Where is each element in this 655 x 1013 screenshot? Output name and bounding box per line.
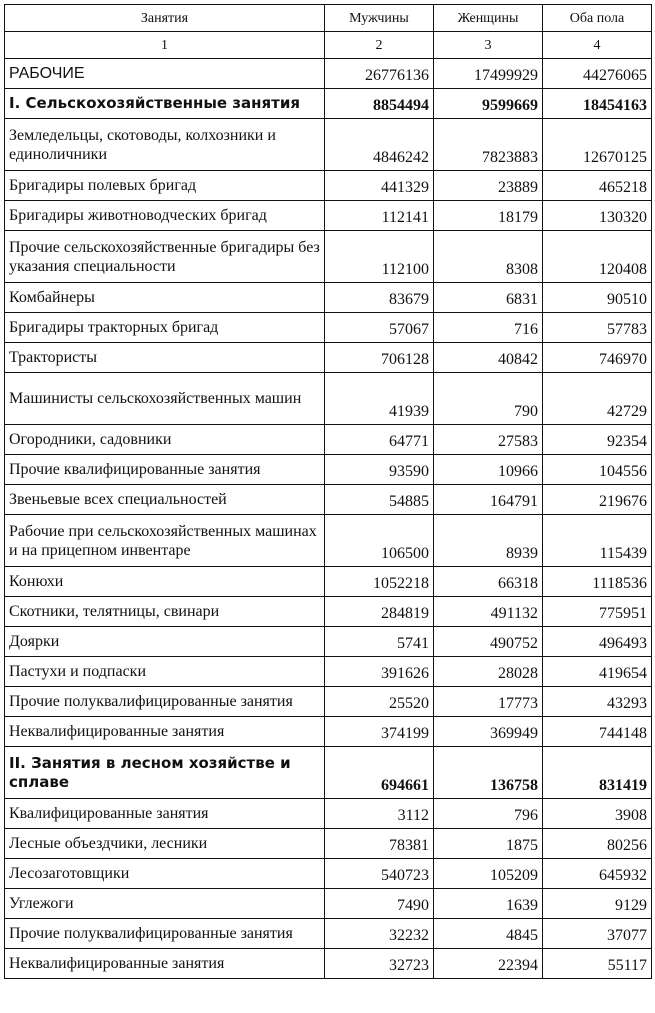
both-cell: 42729 bbox=[543, 373, 652, 425]
table-row bbox=[5, 485, 652, 515]
occupation-cell: Неквалифицированные занятия bbox=[5, 949, 325, 979]
women-cell: 490752 bbox=[434, 627, 543, 657]
header-men: Мужчины bbox=[325, 5, 434, 32]
both-cell: 219676 bbox=[543, 485, 652, 515]
men-cell: 57067 bbox=[325, 313, 434, 343]
women-cell: 796 bbox=[434, 799, 543, 829]
both-cell: 57783 bbox=[543, 313, 652, 343]
men-cell: 32723 bbox=[325, 949, 434, 979]
column-number-row bbox=[5, 32, 652, 59]
women-cell: 27583 bbox=[434, 425, 543, 455]
both-cell: 12670125 bbox=[543, 119, 652, 171]
table-row bbox=[5, 89, 652, 119]
men-cell: 26776136 bbox=[325, 59, 434, 89]
table-row bbox=[5, 425, 652, 455]
men-cell: 64771 bbox=[325, 425, 434, 455]
men-cell: 8854494 bbox=[325, 89, 434, 119]
both-cell: 44276065 bbox=[543, 59, 652, 89]
women-cell: 369949 bbox=[434, 717, 543, 747]
both-cell: 90510 bbox=[543, 283, 652, 313]
both-cell: 130320 bbox=[543, 201, 652, 231]
both-cell: 746970 bbox=[543, 343, 652, 373]
women-cell: 23889 bbox=[434, 171, 543, 201]
men-cell: 25520 bbox=[325, 687, 434, 717]
occupation-cell: Лесозаготовщики bbox=[5, 859, 325, 889]
men-cell: 694661 bbox=[325, 747, 434, 799]
women-cell: 40842 bbox=[434, 343, 543, 373]
occupation-cell: Земледельцы, скотоводы, колхозники и единоличники bbox=[5, 119, 325, 171]
occupation-cell: Комбайнеры bbox=[5, 283, 325, 313]
both-cell: 775951 bbox=[543, 597, 652, 627]
both-cell: 465218 bbox=[543, 171, 652, 201]
men-cell: 112100 bbox=[325, 231, 434, 283]
both-cell: 120408 bbox=[543, 231, 652, 283]
men-cell: 540723 bbox=[325, 859, 434, 889]
women-cell: 6831 bbox=[434, 283, 543, 313]
men-cell: 106500 bbox=[325, 515, 434, 567]
both-cell: 831419 bbox=[543, 747, 652, 799]
occupation-cell: Конюхи bbox=[5, 567, 325, 597]
both-cell: 1118536 bbox=[543, 567, 652, 597]
table-row bbox=[5, 59, 652, 89]
table-row bbox=[5, 455, 652, 485]
column-number: 4 bbox=[543, 32, 652, 59]
header-both: Оба пола bbox=[543, 5, 652, 32]
both-cell: 115439 bbox=[543, 515, 652, 567]
occupation-cell: Углежоги bbox=[5, 889, 325, 919]
occupation-cell: Доярки bbox=[5, 627, 325, 657]
table-row bbox=[5, 283, 652, 313]
women-cell: 1639 bbox=[434, 889, 543, 919]
men-cell: 374199 bbox=[325, 717, 434, 747]
both-cell: 43293 bbox=[543, 687, 652, 717]
both-cell: 744148 bbox=[543, 717, 652, 747]
both-cell: 3908 bbox=[543, 799, 652, 829]
table-row bbox=[5, 567, 652, 597]
table-row bbox=[5, 119, 652, 171]
table-row bbox=[5, 687, 652, 717]
column-number: 1 bbox=[5, 32, 325, 59]
men-cell: 441329 bbox=[325, 171, 434, 201]
occupation-cell: Бригадиры тракторных бригад bbox=[5, 313, 325, 343]
both-cell: 104556 bbox=[543, 455, 652, 485]
table-row bbox=[5, 919, 652, 949]
women-cell: 17773 bbox=[434, 687, 543, 717]
both-cell: 80256 bbox=[543, 829, 652, 859]
women-cell: 28028 bbox=[434, 657, 543, 687]
women-cell: 66318 bbox=[434, 567, 543, 597]
occupation-cell: I. Сельскохозяйственные занятия bbox=[5, 89, 325, 119]
table-row bbox=[5, 201, 652, 231]
both-cell: 419654 bbox=[543, 657, 652, 687]
header-women: Женщины bbox=[434, 5, 543, 32]
women-cell: 9599669 bbox=[434, 89, 543, 119]
occupation-cell: Звеньевые всех специальностей bbox=[5, 485, 325, 515]
men-cell: 54885 bbox=[325, 485, 434, 515]
women-cell: 1875 bbox=[434, 829, 543, 859]
occupation-cell: Неквалифицированные занятия bbox=[5, 717, 325, 747]
table-row bbox=[5, 657, 652, 687]
occupation-cell: Прочие полуквалифицированные занятия bbox=[5, 687, 325, 717]
men-cell: 7490 bbox=[325, 889, 434, 919]
women-cell: 4845 bbox=[434, 919, 543, 949]
women-cell: 164791 bbox=[434, 485, 543, 515]
occupation-cell: Машинисты сельскохозяйственных машин bbox=[5, 373, 325, 425]
occupation-cell: Огородники, садовники bbox=[5, 425, 325, 455]
table-row bbox=[5, 627, 652, 657]
women-cell: 136758 bbox=[434, 747, 543, 799]
men-cell: 32232 bbox=[325, 919, 434, 949]
occupation-cell: Квалифицированные занятия bbox=[5, 799, 325, 829]
table-row bbox=[5, 343, 652, 373]
table-row bbox=[5, 799, 652, 829]
women-cell: 17499929 bbox=[434, 59, 543, 89]
occupation-cell: РАБОЧИЕ bbox=[5, 59, 325, 89]
women-cell: 491132 bbox=[434, 597, 543, 627]
table-row bbox=[5, 373, 652, 425]
women-cell: 8939 bbox=[434, 515, 543, 567]
men-cell: 391626 bbox=[325, 657, 434, 687]
table-row bbox=[5, 171, 652, 201]
occupation-cell: Бригадиры животноводческих бригад bbox=[5, 201, 325, 231]
occupation-cell: Бригадиры полевых бригад bbox=[5, 171, 325, 201]
occupation-cell: Скотники, телятницы, свинари bbox=[5, 597, 325, 627]
men-cell: 4846242 bbox=[325, 119, 434, 171]
both-cell: 496493 bbox=[543, 627, 652, 657]
men-cell: 5741 bbox=[325, 627, 434, 657]
table-row bbox=[5, 231, 652, 283]
both-cell: 9129 bbox=[543, 889, 652, 919]
page bbox=[4, 4, 651, 979]
column-number: 2 bbox=[325, 32, 434, 59]
occupation-cell: Рабочие при сельскохозяйственных машинах и на прицепном инвентаре bbox=[5, 515, 325, 567]
men-cell: 3112 bbox=[325, 799, 434, 829]
header-occupation: Занятия bbox=[5, 5, 325, 32]
table-row bbox=[5, 515, 652, 567]
men-cell: 284819 bbox=[325, 597, 434, 627]
women-cell: 18179 bbox=[434, 201, 543, 231]
occupation-cell: Прочие полуквалифицированные занятия bbox=[5, 919, 325, 949]
table-body bbox=[5, 59, 652, 979]
occupation-cell: Прочие квалифицированные занятия bbox=[5, 455, 325, 485]
table-row bbox=[5, 747, 652, 799]
men-cell: 83679 bbox=[325, 283, 434, 313]
occupation-cell: Лесные объездчики, лесники bbox=[5, 829, 325, 859]
men-cell: 93590 bbox=[325, 455, 434, 485]
both-cell: 55117 bbox=[543, 949, 652, 979]
table-row bbox=[5, 313, 652, 343]
occupation-cell: Трактористы bbox=[5, 343, 325, 373]
women-cell: 7823883 bbox=[434, 119, 543, 171]
occupation-cell: II. Занятия в лесном хозяйстве и сплаве bbox=[5, 747, 325, 799]
women-cell: 22394 bbox=[434, 949, 543, 979]
table-row bbox=[5, 889, 652, 919]
men-cell: 78381 bbox=[325, 829, 434, 859]
table-row bbox=[5, 829, 652, 859]
table-row bbox=[5, 717, 652, 747]
header-row bbox=[5, 5, 652, 32]
occupation-cell: Прочие сельскохозяйственные бригадиры без указания специальности bbox=[5, 231, 325, 283]
women-cell: 8308 bbox=[434, 231, 543, 283]
women-cell: 105209 bbox=[434, 859, 543, 889]
table-row bbox=[5, 949, 652, 979]
occupation-cell: Пастухи и подпаски bbox=[5, 657, 325, 687]
men-cell: 112141 bbox=[325, 201, 434, 231]
table-row bbox=[5, 859, 652, 889]
both-cell: 18454163 bbox=[543, 89, 652, 119]
occupation-table bbox=[4, 4, 652, 979]
women-cell: 716 bbox=[434, 313, 543, 343]
men-cell: 1052218 bbox=[325, 567, 434, 597]
both-cell: 92354 bbox=[543, 425, 652, 455]
women-cell: 10966 bbox=[434, 455, 543, 485]
table-row bbox=[5, 597, 652, 627]
both-cell: 37077 bbox=[543, 919, 652, 949]
women-cell: 790 bbox=[434, 373, 543, 425]
men-cell: 41939 bbox=[325, 373, 434, 425]
men-cell: 706128 bbox=[325, 343, 434, 373]
column-number: 3 bbox=[434, 32, 543, 59]
both-cell: 645932 bbox=[543, 859, 652, 889]
